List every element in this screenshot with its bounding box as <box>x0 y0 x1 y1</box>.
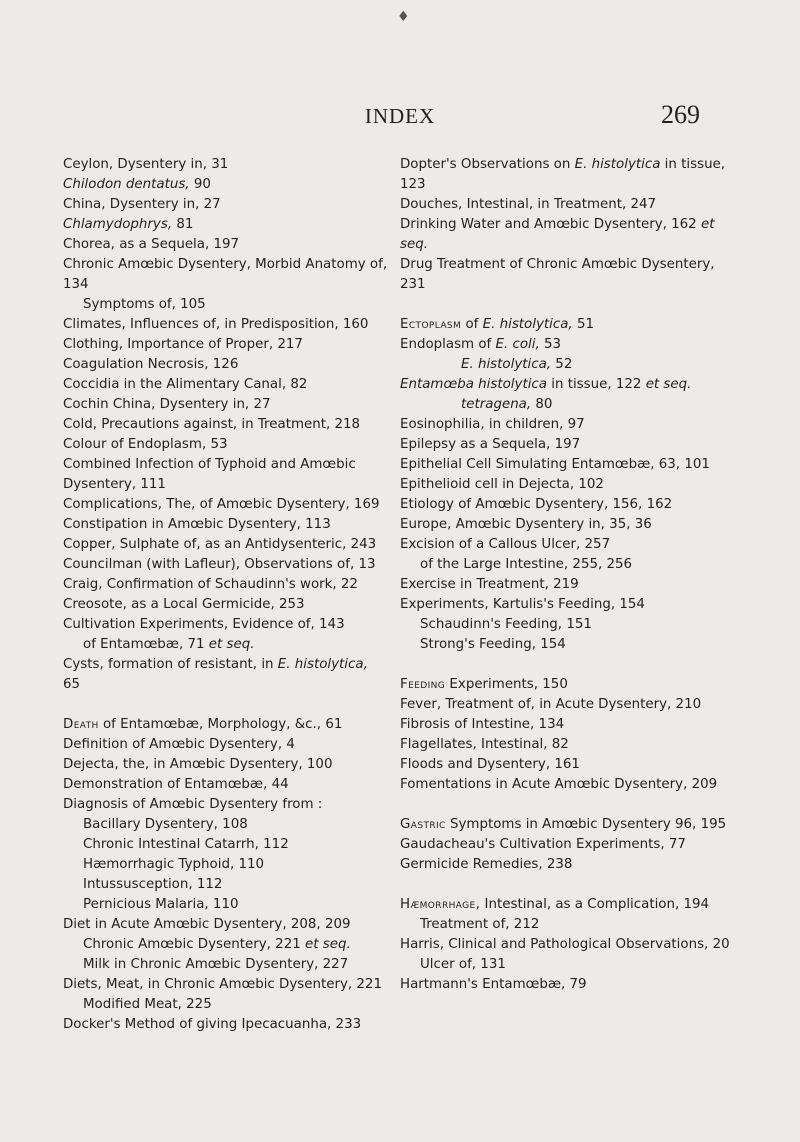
index-entry <box>400 815 740 835</box>
index-entry <box>63 355 388 375</box>
index-entry-text: Colour of Endoplasm, 53 <box>63 437 228 452</box>
index-entry <box>63 955 388 975</box>
index-entry <box>400 555 740 575</box>
index-entry <box>400 355 740 375</box>
index-entry <box>63 595 388 615</box>
index-entry <box>400 575 740 595</box>
index-entry <box>400 615 740 635</box>
index-entry-text: Schaudinn's Feeding, 151 <box>420 617 592 632</box>
index-entry-text: Cold, Precautions against, in Treatment, 218 <box>63 417 361 432</box>
index-entry <box>63 735 388 755</box>
index-entry <box>63 915 388 935</box>
index-entry-text: Dopter's Observations on <box>400 157 575 172</box>
index-entry <box>63 495 388 515</box>
index-entry <box>63 935 388 955</box>
index-entry-text: Exercise in Treatment, 219 <box>400 577 579 592</box>
index-entry-text: Gaudacheau's Cultivation Experiments, 77 <box>400 837 686 852</box>
index-entry <box>63 375 388 395</box>
index-entry-text: Demonstration of Entamœbæ, 44 <box>63 777 289 792</box>
index-entry-text: et seq. <box>305 937 351 952</box>
index-entry-text: in tissue, 123 <box>400 157 726 192</box>
index-entry-text: Epithelioid cell in Dejecta, 102 <box>400 477 604 492</box>
index-entry <box>400 415 740 435</box>
index-entry <box>63 835 388 855</box>
index-entry-text: 81 <box>172 217 194 232</box>
index-entry-text: Diets, Meat, in Chronic Amœbic Dysentery, 221 <box>63 977 382 992</box>
index-entry <box>400 535 740 555</box>
index-entry <box>63 755 388 775</box>
index-entry-text: Treatment of, 212 <box>420 917 540 932</box>
index-entry-text: Fever, Treatment of, in Acute Dysentery, 210 <box>400 697 702 712</box>
index-entry <box>400 775 740 795</box>
index-entry-text: Combined Infection of Typhoid and Amœbic Dysentery, 111 <box>63 457 356 492</box>
index-entry <box>400 495 740 515</box>
index-entry <box>400 315 740 335</box>
index-entry-text: Entamœba histolytica <box>400 377 547 392</box>
index-entry-text: Intussusception, 112 <box>83 877 223 892</box>
index-entry-text: 90 <box>189 177 211 192</box>
index-entry <box>400 955 740 975</box>
index-entry-text: Feeding <box>400 677 446 692</box>
index-entry-text: of Entamœbæ, Morphology, &c., 61 <box>98 717 343 732</box>
index-entry <box>63 435 388 455</box>
index-entry <box>63 635 388 655</box>
index-entry-text: et seq. <box>400 217 715 252</box>
index-entry-text: Clothing, Importance of Proper, 217 <box>63 337 303 352</box>
index-entry <box>63 975 388 995</box>
index-entry <box>63 575 388 595</box>
index-entry <box>63 155 388 175</box>
index-entry-text: China, Dysentery in, 27 <box>63 197 221 212</box>
index-entry-text: Intestinal, as a Complication, 194 <box>480 897 710 912</box>
index-entry <box>63 455 388 495</box>
index-entry-text: E. histolytica <box>574 157 661 172</box>
index-entry <box>400 855 740 875</box>
index-entry-text: 65 <box>63 677 81 692</box>
index-entry-text: Craig, Confirmation of Schaudinn's work, 22 <box>63 577 358 592</box>
index-entry <box>400 215 740 255</box>
index-entry-text: Coccidia in the Alimentary Canal, 82 <box>63 377 308 392</box>
index-entry <box>400 895 740 915</box>
index-entry-text: Eosinophilia, in children, 97 <box>400 417 585 432</box>
index-entry-text: Ceylon, Dysentery in, 31 <box>63 157 229 172</box>
index-entry <box>63 535 388 555</box>
index-entry-text: E. histolytica, <box>277 657 368 672</box>
index-entry <box>63 615 388 635</box>
index-entry-text: Floods and Dysentery, 161 <box>400 757 580 772</box>
index-entry <box>400 635 740 655</box>
index-entry-text: Etiology of Amœbic Dysentery, 156, 162 <box>400 497 673 512</box>
page-header <box>0 100 800 136</box>
index-entry-text: Hartmann's Entamœbæ, 79 <box>400 977 587 992</box>
index-column-left <box>63 155 388 1035</box>
index-entry-text: Ulcer of, 131 <box>420 957 506 972</box>
index-entry-text: Excision of a Callous Ulcer, 257 <box>400 537 611 552</box>
index-entry-text: E. histolytica, <box>461 357 552 372</box>
index-entry-text: of the Large Intestine, 255, 256 <box>420 557 633 572</box>
index-entry <box>400 595 740 615</box>
index-entry <box>63 995 388 1015</box>
index-entry <box>400 335 740 355</box>
index-entry-text: Fibrosis of Intestine, 134 <box>400 717 565 732</box>
index-entry-text: of Entamœbæ, 71 <box>83 637 209 652</box>
index-entry-text: Docker's Method of giving Ipecacuanha, 233 <box>63 1017 362 1032</box>
index-entry-text: Strong's Feeding, 154 <box>420 637 566 652</box>
index-entry-text: Chronic Amœbic Dysentery, 221 <box>83 937 305 952</box>
index-entry-text: Fomentations in Acute Amœbic Dysentery, 209 <box>400 777 718 792</box>
index-entry <box>63 335 388 355</box>
index-entry-text: Endoplasm of <box>400 337 496 352</box>
index-entry <box>400 475 740 495</box>
index-entry-text: et seq. <box>645 377 692 392</box>
index-entry <box>63 815 388 835</box>
index-entry-text: Symptoms in Amœbic Dysentery 96, 195 <box>445 817 727 832</box>
index-entry-text: Creosote, as a Local Germicide, 253 <box>63 597 305 612</box>
index-entry-text: Death <box>63 717 99 732</box>
index-entry <box>400 675 740 695</box>
index-entry <box>400 735 740 755</box>
index-entry-text: Germicide Remedies, 238 <box>400 857 573 872</box>
index-entry-text: 51 <box>572 317 594 332</box>
index-entry-text: Coagulation Necrosis, 126 <box>63 357 239 372</box>
index-entry-text: Drug Treatment of Chronic Amœbic Dysentery, 231 <box>400 257 715 292</box>
index-entry-text: Climates, Influences of, in Predisposition, 160 <box>63 317 369 332</box>
index-entry <box>400 715 740 735</box>
index-entry <box>400 975 740 995</box>
index-entry <box>63 295 388 315</box>
index-entry-text: et seq. <box>208 637 255 652</box>
index-entry <box>63 395 388 415</box>
index-entry-text: Constipation in Amœbic Dysentery, 113 <box>63 517 331 532</box>
index-entry <box>63 415 388 435</box>
index-entry <box>63 1015 388 1035</box>
index-entry <box>400 395 740 415</box>
index-entry <box>63 515 388 535</box>
index-entry <box>400 695 740 715</box>
index-entry <box>63 315 388 335</box>
index-entry <box>63 875 388 895</box>
index-entry <box>63 195 388 215</box>
index-entry-text: Hæmorrhage, <box>400 897 481 912</box>
index-entry-text: Gastric <box>400 817 446 832</box>
index-entry-text: Dejecta, the, in Amœbic Dysentery, 100 <box>63 757 333 772</box>
index-entry <box>400 935 740 955</box>
index-entry <box>63 775 388 795</box>
index-entry-text: Milk in Chronic Amœbic Dysentery, 227 <box>83 957 349 972</box>
index-entry-text: Cysts, formation of resistant, in <box>63 657 278 672</box>
index-entry-text: Diet in Acute Amœbic Dysentery, 208, 209 <box>63 917 351 932</box>
index-entry-text: Chronic Amœbic Dysentery, Morbid Anatomy of, 134 <box>63 257 388 292</box>
index-entry-text: 80 <box>531 397 553 412</box>
index-entry-text: Cultivation Experiments, Evidence of, 143 <box>63 617 345 632</box>
index-entry-text: E. histolytica, <box>482 317 573 332</box>
index-entry-text: Europe, Amœbic Dysentery in, 35, 36 <box>400 517 652 532</box>
index-entry-text: Diagnosis of Amœbic Dysentery from : <box>63 797 323 812</box>
index-entry-text: Bacillary Dysentery, 108 <box>83 817 248 832</box>
index-entry-text: Modified Meat, 225 <box>83 997 212 1012</box>
page-number: 269 <box>661 100 700 129</box>
index-entry-text: tetragena, <box>461 397 532 412</box>
index-entry-text: Definition of Amœbic Dysentery, 4 <box>63 737 295 752</box>
index-entry <box>63 895 388 915</box>
index-entry <box>63 175 388 195</box>
index-entry <box>63 255 388 295</box>
index-entry <box>400 455 740 475</box>
index-entry-text: Councilman (with Lafleur), Observations of, 13 <box>63 557 376 572</box>
index-entry-text: Harris, Clinical and Pathological Observations, 20 <box>400 937 730 952</box>
index-entry-text: Chilodon dentatus, <box>63 177 190 192</box>
index-entry <box>63 655 388 695</box>
index-entry <box>63 235 388 255</box>
index-entry-text: in tissue, 122 <box>546 377 646 392</box>
index-column-right <box>400 155 740 995</box>
index-entry-text: Chronic Intestinal Catarrh, 112 <box>83 837 289 852</box>
index-entry-text: Symptoms of, 105 <box>83 297 206 312</box>
index-entry-text: Epithelial Cell Simulating Entamœbæ, 63, 101 <box>400 457 710 472</box>
index-entry <box>400 375 740 395</box>
index-entry <box>400 915 740 935</box>
index-entry <box>400 755 740 775</box>
index-entry <box>63 715 388 735</box>
index-entry-text: E. coli, <box>495 337 540 352</box>
index-entry-text: Pernicious Malaria, 110 <box>83 897 239 912</box>
index-entry-text: Epilepsy as a Sequela, 197 <box>400 437 581 452</box>
index-entry-text: Cochin China, Dysentery in, 27 <box>63 397 271 412</box>
index-entry-text: Douches, Intestinal, in Treatment, 247 <box>400 197 657 212</box>
ornament-mark: ♦ <box>397 9 410 25</box>
index-entry <box>63 855 388 875</box>
index-entry <box>400 155 740 195</box>
index-entry-text: Complications, The, of Amœbic Dysentery, 169 <box>63 497 380 512</box>
index-entry-text: Experiments, 150 <box>445 677 568 692</box>
running-title: INDEX <box>364 104 436 128</box>
index-entry-text: Experiments, Kartulis's Feeding, 154 <box>400 597 645 612</box>
index-entry-text: Chlamydophrys, <box>63 217 173 232</box>
index-entry <box>63 215 388 235</box>
index-entry <box>400 435 740 455</box>
index-entry-text: Flagellates, Intestinal, 82 <box>400 737 569 752</box>
index-entry-text: Hæmorrhagic Typhoid, 110 <box>83 857 265 872</box>
index-entry-text: of <box>461 317 483 332</box>
index-entry-text: Copper, Sulphate of, as an Antidysenteric, 243 <box>63 537 377 552</box>
index-entry <box>400 195 740 215</box>
index-entry-text: Drinking Water and Amœbic Dysentery, 162 <box>400 217 701 232</box>
index-entry-text: Ectoplasm <box>400 317 462 332</box>
index-entry-text: 53 <box>539 337 562 352</box>
index-entry-text: Chorea, as a Sequela, 197 <box>63 237 240 252</box>
index-entry <box>63 555 388 575</box>
index-entry <box>400 835 740 855</box>
index-entry <box>400 255 740 295</box>
index-entry-text: 52 <box>551 357 573 372</box>
index-entry <box>63 795 388 815</box>
index-entry <box>400 515 740 535</box>
